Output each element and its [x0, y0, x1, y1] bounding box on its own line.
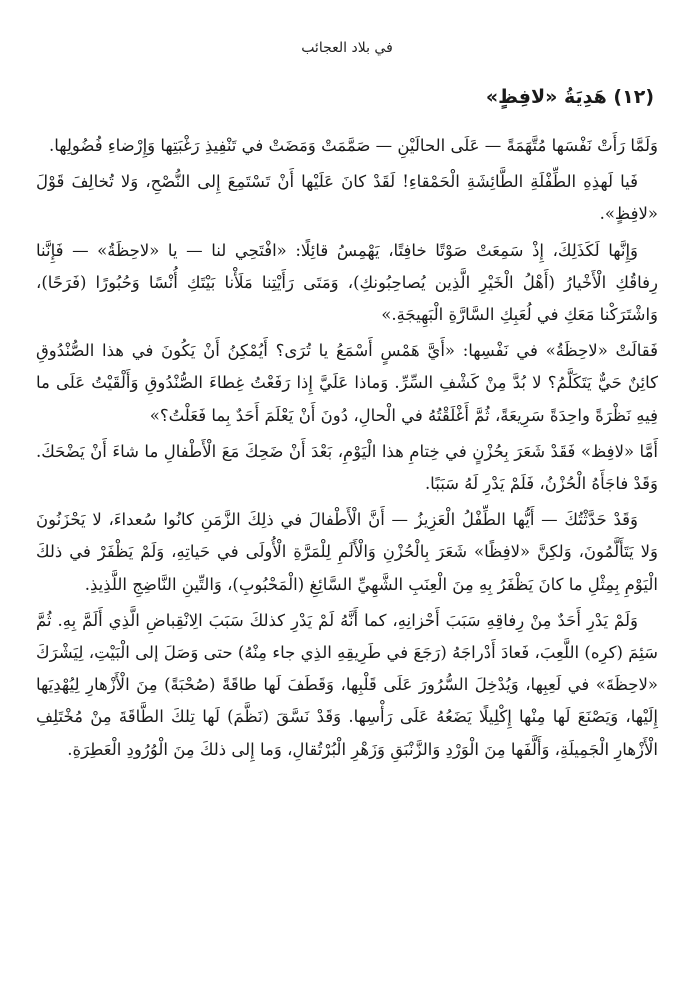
chapter-body — [36, 130, 658, 770]
running-header: في بلاد العجائب — [301, 40, 393, 56]
chapter-title: (١٢) هَدِيَةُ «لافِظٍ» — [485, 86, 654, 108]
paragraph: وَلَمْ يَدْرِ أَحَدٌ مِنْ رِفاقِهِ سَبَبَ أَحْزانِهِ، كما أَنَّهُ لَمْ يَدْرِ كذلكَ سَبَبَ الِانْقِباضِ الَّذِي أَلَمَّ بِهِ. ثُمَّ سَئِمَ (كرِه) اللَّعِبَ، فَعادَ أَدْراجَهُ (رَجَعَ في طَرِيقِهِ الذِي جاء مِنْهُ) حتى وَصَلَ إلى الْبَيْتِ، لِيَشْرَكَ «لاحِظَةَ» في لَعِبِها، وَيُدْخِلَ السُّرُورَ عَلَى قَلْبِها، وَقَطَفَ لَها طاقَةً (صُحْبَةً) مِنَ الْأَزْهارِ لِيُهْدِيَها إِلَيْها، وَيَصْنَعَ لَها مِنْها إِكْلِيلًا يَضَعُهُ عَلَى رَأْسِها. وَقَدْ نَسَّقَ (نَظَّمَ) لَها تِلكَ الطَّاقَةَ مِنْ مُخْتَلِفِ الْأَزْهارِ الْجَمِيلَةِ، وَأَلَّفَها مِنَ الْوَرْدِ وَالزَّنْبَقِ وَزَهْرِ الْبُرْتُقالِ، وَما إِلى ذلكَ مِنَ الْوُرُودِ الْعَطِرَةِ. — [36, 610, 658, 759]
paragraph: وَقَدْ حَدَّثْتُكَ — أَيُّها الطِّفْلُ الْعَزِيزُ — أَنَّ الْأَطْفالَ في ذلِكَ الزَّمَنِ كانُوا سُعداءَ، لا يَحْزَنُونَ وَلا يَتَأَلَّمُونَ، وَلكِنَّ «لافِظًا» شَعَرَ بِالْحُزْنِ وَالْأَلَمِ لِلْمَرَّةِ الْأُولَى في حَياتِهِ، وَلَمْ يَظْفَرْ في ذلكَ الْيَوْمِ بِمِثْلِ ما كانَ يَظْفَرُ بِهِ مِنَ الْعِنَبِ الشَّهِيِّ السَّائِغِ (الْمَحْبُوبِ)، وَالتِّينِ النَّاضِجِ اللَّذِيذِ. — [36, 510, 658, 594]
paragraph: فَيا لَهذِهِ الطِّفْلَةِ الطَّائِشَةِ الْحَمْقاءِ! لَقَدْ كانَ عَلَيْها أَنْ تَسْتَمِعَ إِلى النُّصْحِ، وَلا تُخالِفَ قَوْلَ «لافِظٍ». — [36, 172, 658, 224]
paragraph: فَقالَتْ «لاحِظَةُ» في نَفْسِها: «أَيَّ هَمْسٍ أَسْمَعُ يا تُرَى؟ أَيُمْكِنُ أَنْ يَكُونَ في هذا الصُّنْدُوقِ كائِنٌ حَيٌّ يَتَكَلَّمُ؟ لا بُدَّ مِنْ كَشْفِ السِّرِّ. وَماذا عَلَيَّ إِذا رَفَعْتُ غِطاءَ الصُّنْدُوقِ وَأَلْقَيْتُ عَلَى ما فِيهِ نَظْرَةً واحِدَةً سَرِيعَةً، ثُمَّ أَغْلَقْتُهُ في الْحالِ، دُونَ أَنْ يَعْلَمَ أَحَدٌ بِما فَعَلْتُ؟» — [36, 341, 658, 425]
paragraph: أَمَّا «لافِظ» فَقَدْ شَعَرَ بِحُزْنٍ في خِتامِ هذا الْيَوْمِ، بَعْدَ أَنْ ضَحِكَ مَعَ الْأَطْفالِ ما شاءَ أَنْ يَضْحَكَ. وَقَدْ فاجَأَهُ الْحُزْنُ، فَلَمْ يَدْرِ لَهُ سَبَبًا. — [36, 441, 658, 494]
paragraph: وَإِنَّها لَكَذَلِكَ، إِذْ سَمِعَتْ صَوْتًا خافِتًا، يَهْمِسُ قائِلًا: «افْتَحِي لنا — يا «لاحِظَةُ» — فَإِنَّنا رِفاقُكِ الْأَخْيارُ (أَهْلُ الْخَيْرِ الَّذِين يُصاحِبُونكِ)، وَمَتَى رَأَيْتِنا مَلَأْنا بَيْتَكِ أُنْسًا وَحُبُورًا (فَرَحًا)، وَاشْتَرَكْنا مَعَكِ في لُعَبِكِ السَّارَّةِ الْبَهِيجَةِ.» — [36, 240, 658, 325]
paragraph: وَلَمَّا رَأَتْ نَفْسَها مُتَّهَمَةً — عَلَى الحالَيْنِ — صَمَّمَتْ وَمَضَتْ في تَنْفِيذِ رَغْبَتِها وَإِرْضاءِ فُضُولِها. — [48, 136, 658, 155]
